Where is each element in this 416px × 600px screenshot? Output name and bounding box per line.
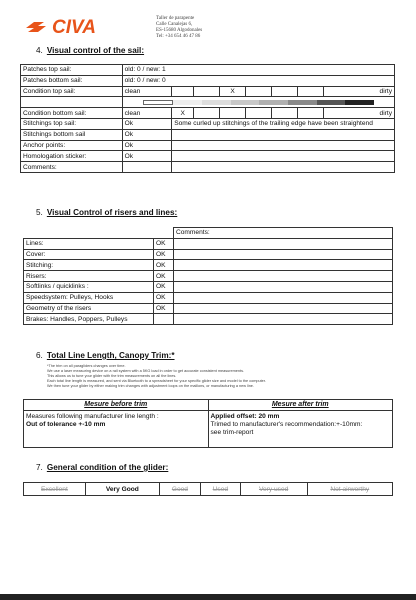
table-cell: dirty	[324, 86, 395, 97]
table-cell: Comments:	[21, 162, 123, 173]
table-cell	[172, 86, 194, 97]
table-cell: dirty	[324, 108, 395, 119]
condition-scale-row	[21, 97, 395, 108]
scale-segment	[317, 100, 346, 105]
table-row	[21, 108, 395, 119]
table-row	[21, 162, 395, 173]
condition-bottom-mark: X	[172, 108, 194, 119]
table-cell	[172, 162, 395, 173]
scale-segment	[288, 100, 317, 105]
table-cell: old: 0 / new: 0	[122, 75, 394, 86]
table-cell	[246, 108, 272, 119]
table-cell	[298, 108, 324, 119]
trim-table	[23, 399, 393, 448]
table-cell: OK	[154, 303, 174, 314]
table-cell	[194, 108, 220, 119]
table-cell: clean	[122, 108, 172, 119]
table-cell: Condition top sail:	[21, 86, 123, 97]
table-cell	[272, 108, 298, 119]
table-cell: OK	[154, 271, 174, 282]
table-cell: Softlinks / quicklinks :	[24, 281, 154, 292]
table-cell: Ok	[122, 118, 172, 129]
address-line: Taller de parapente	[156, 16, 195, 21]
table-cell: clean	[122, 86, 172, 97]
brand-text: CIVA	[52, 17, 96, 38]
condition-option-good: Good	[159, 483, 200, 496]
comments-header: Comments:	[174, 228, 393, 239]
table-cell: OK	[154, 260, 174, 271]
table-cell: Stitchings top sail:	[21, 118, 123, 129]
table-cell	[122, 97, 394, 108]
table-row	[24, 483, 393, 496]
company-address	[156, 16, 202, 40]
table-row	[21, 151, 395, 162]
table-cell: Ok	[122, 129, 172, 140]
glider-condition-table	[23, 482, 393, 496]
table-cell	[154, 314, 174, 325]
table-cell: Ok	[122, 151, 172, 162]
table-row	[24, 249, 393, 260]
table-cell	[172, 151, 395, 162]
table-cell: OK	[154, 281, 174, 292]
table-cell	[174, 303, 393, 314]
table-row	[24, 260, 393, 271]
table-cell: Homologation sticker:	[21, 151, 123, 162]
table-cell	[220, 108, 246, 119]
table-cell	[174, 281, 393, 292]
condition-top-mark: X	[220, 86, 246, 97]
table-cell: Stitchings bottom sail	[21, 129, 123, 140]
table-row	[21, 75, 395, 86]
address-line: Tel: +34 654 46 47 86	[156, 34, 201, 39]
table-cell: Patches bottom sail:	[21, 75, 123, 86]
table-row	[21, 118, 395, 129]
table-cell	[21, 97, 123, 108]
condition-option-used: Used	[201, 483, 241, 496]
condition-option-excellent: Excellent	[24, 483, 86, 496]
table-cell	[24, 228, 154, 239]
condition-option-very-good: Very Good	[85, 483, 159, 496]
scale-segment	[231, 100, 260, 105]
table-row	[21, 140, 395, 151]
table-cell: Condition bottom sail:	[21, 108, 123, 119]
table-row	[24, 238, 393, 249]
table-cell	[122, 162, 172, 173]
table-cell: Ok	[122, 140, 172, 151]
table-row	[24, 410, 393, 447]
table-cell: Mesure before trim	[24, 400, 209, 411]
table-cell: Lines:	[24, 238, 154, 249]
condition-option-very-used: Very used	[240, 483, 307, 496]
trim-notes	[47, 364, 266, 389]
note-line: We use a laser measuring device on a rail system with a 5KG load in order to get accurate consistent measurements.	[47, 368, 245, 373]
table-cell: Some curled up stitchings of the trailing edge have been straightend	[172, 118, 395, 129]
table-cell: OK	[154, 292, 174, 303]
scale-segment	[202, 100, 231, 105]
table-cell: Brakes: Handles, Poppers, Pulleys	[24, 314, 154, 325]
civa-logo	[24, 14, 134, 38]
table-cell: OK	[154, 238, 174, 249]
table-cell: Stitching:	[24, 260, 154, 271]
address-line: Calle Canalejas 6,	[156, 22, 193, 27]
table-row	[24, 303, 393, 314]
scale-segment	[259, 100, 288, 105]
table-row	[21, 129, 395, 140]
table-cell: Risers:	[24, 271, 154, 282]
table-cell	[174, 271, 393, 282]
section-7-heading: 7. General condition of the glider:	[36, 463, 169, 472]
bottom-edge	[0, 594, 416, 600]
sail-control-table	[20, 64, 395, 173]
table-cell: Mesure after trim	[208, 400, 393, 411]
note-line: *The trim on all paragliders changes over time.	[47, 364, 126, 368]
scale-segment	[345, 100, 374, 105]
section-6-heading: 6. Total Line Length, Canopy Trim:*	[36, 351, 175, 360]
table-cell: Patches top sail:	[21, 65, 123, 76]
table-cell: Geometry of the risers	[24, 303, 154, 314]
table-cell	[194, 86, 220, 97]
table-row	[24, 314, 393, 325]
risers-lines-table	[23, 227, 393, 325]
table-row	[21, 65, 395, 76]
note-line: Each total line length is measured, and sent via Bluetooth to a spreadsheet for your specific glider size and model to the computer.	[47, 378, 266, 383]
table-cell	[174, 314, 393, 325]
table-row	[24, 281, 393, 292]
table-row	[24, 292, 393, 303]
table-cell: OK	[154, 249, 174, 260]
table-row	[24, 271, 393, 282]
table-cell	[246, 86, 272, 97]
table-cell: Cover:	[24, 249, 154, 260]
note-line: This allows us to tune your glider with the trim measurements on all the lines.	[47, 373, 177, 378]
table-cell	[172, 129, 395, 140]
table-cell	[174, 238, 393, 249]
table-row	[24, 400, 393, 411]
section-5-heading: 5. Visual Control of risers and lines:	[36, 208, 178, 217]
condition-option-not-airworthy: Not airworthy	[307, 483, 392, 496]
note-line: We then tune your glider by either making trim changes with adjustment loops on the maillons, or manufacturing a new line.	[47, 383, 254, 388]
table-cell: old: 0 / new: 1	[122, 65, 394, 76]
table-cell: Anchor points:	[21, 140, 123, 151]
table-cell	[272, 86, 298, 97]
scale-segment	[143, 100, 174, 105]
table-cell	[174, 249, 393, 260]
table-cell	[174, 260, 393, 271]
address-line: ES-15680 Algodonales	[156, 28, 203, 33]
dirt-scale-bar	[143, 100, 374, 105]
table-row	[21, 86, 395, 97]
table-cell	[154, 228, 174, 239]
table-cell: Measures following manufacturer line length : Out of tolerance +-10 mm	[24, 410, 209, 447]
section-4-heading: 4. Visual control of the sail:	[36, 46, 145, 55]
table-cell	[298, 86, 324, 97]
scale-segment	[173, 100, 202, 105]
table-row	[24, 228, 393, 239]
table-cell	[172, 140, 395, 151]
table-cell: Speedsystem: Pulleys, Hooks	[24, 292, 154, 303]
table-cell	[174, 292, 393, 303]
table-cell: Applied offset: 20 mm Trimed to manufacturer's recommendation:+-10mm: see trim-report	[208, 410, 393, 447]
